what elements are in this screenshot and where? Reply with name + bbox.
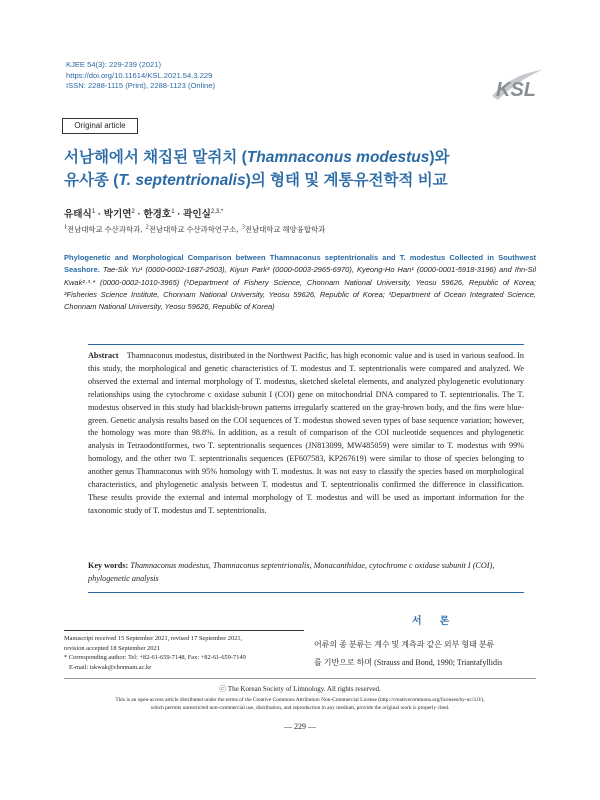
title-line-2	[64, 169, 534, 192]
footer-rule	[64, 678, 536, 679]
author-separator: ·	[95, 209, 104, 220]
affil-mark: 3	[241, 224, 245, 231]
license-line: This is an open-access article distributed under the terms of the Creative Commons Attribution Non-Commercial License (http://creativecommons.org/licenses/by-nc/3.0/),	[115, 697, 485, 703]
affiliation: 전남대학교 해양융합학과	[244, 225, 326, 234]
keywords	[88, 560, 524, 586]
title-text: 서남해에서 채집된 말쥐치 (	[64, 149, 247, 166]
article-title-korean	[64, 146, 534, 192]
logo-text: KSL	[496, 79, 536, 101]
abstract-bottom-rule	[88, 592, 524, 593]
title-text: )의 형태 및 계통유전학적 비교	[245, 172, 448, 189]
intro-line: 어류의 종 분류는 계수 및 계측과 같은 외부 형태 분류	[314, 640, 495, 649]
author-name: 한경호	[143, 209, 172, 220]
ksl-logo	[488, 66, 544, 106]
affil-mark: 2	[145, 224, 149, 231]
abstract-top-rule	[88, 344, 524, 345]
author-affil-mark: 2,3,*	[210, 208, 224, 215]
issn-line: ISSN: 2288-1115 (Print), 2288-1123 (Online)	[66, 81, 216, 91]
author-affil-mark: 1	[171, 208, 175, 215]
species-name: T. septentrionalis	[118, 172, 246, 189]
title-text: 유사종 (	[64, 172, 119, 189]
journal-citation: KJEE 54(3): 229-239 (2021)	[66, 60, 161, 69]
abstract	[88, 350, 524, 518]
author-affil-mark: 1	[91, 208, 96, 215]
intro-line: 를 기반으로 하며 (Strauss and Bond, 1990; Triantafyllidis	[314, 658, 503, 667]
title-line-1	[64, 146, 534, 169]
copyright-notice: ⓒ The Korean Society of Limnology. All rights reserved.	[219, 685, 381, 693]
english-authors-affiliations: Tae-Sik Yu¹ (0000-0002-1687-2503), Kiyun Park² (0000-0003-2965-6970), Kyeong-Ho Han¹ (0000-0001-5918-3196) and Ihn-Sil Kwak²·³·* (0000-0002-1010-3965) (¹Department of Fishery Science, Chonnam National University, Yeosu 59626, Republic of Korea; ²Fisheries Science Institute, Chonnam National University, Yeosu 59626, Republic of Korea; ³Department of Ocean Integrated Science, Chonnam National University, Yeosu 59626, Republic of Korea)	[64, 265, 536, 312]
author-separator: ·	[174, 209, 184, 220]
license-notice	[64, 696, 536, 712]
keywords-label: Key words:	[88, 561, 129, 570]
manuscript-notes	[64, 630, 304, 672]
english-title-authors	[64, 252, 536, 313]
email-link[interactable]: E-mail: iskwak@chonnam.ac.kr	[69, 663, 152, 671]
accepted-note: revision accepted 18 September 2021	[64, 644, 160, 652]
title-text: )와	[429, 149, 450, 166]
page-number: — 229 —	[284, 722, 316, 731]
abstract-label: Abstract	[88, 351, 119, 360]
author-separator: ·	[134, 209, 144, 220]
affil-mark: 1	[64, 224, 67, 231]
section-heading-introduction: 서론	[412, 616, 468, 627]
author-name: 유태식	[64, 209, 92, 220]
license-line: which permits unrestricted non-commercial use, distribution, and reproduction in any medium, provide the original work is properly cited.	[150, 705, 450, 712]
article-type-label: Original article	[62, 118, 138, 134]
author-name: 박기연	[103, 209, 132, 220]
affiliation: 전남대학교 수산과학과,	[67, 225, 143, 234]
corresponding-author: * Corresponding author: Tel: +82-61-659-7148, Fax: +82-61-659-7149	[64, 654, 246, 662]
author-name: 곽인실	[183, 209, 211, 220]
author-affil-mark: 2	[131, 208, 135, 215]
introduction-text	[314, 636, 536, 672]
received-note: Manuscript received 15 September 2021, revised 17 September 2021,	[64, 635, 243, 642]
species-name: Thamnaconus modestus	[246, 149, 430, 166]
doi-link[interactable]: https://doi.org/10.11614/KSL.2021.54.3.229	[66, 70, 213, 80]
abstract-text: Thamnaconus modestus, distributed in the Northwest Pacific, has high economic value and is used in various seafood. In this study, the morphological and genetic characteristics of T. modestus and T. septentrionalis were compared and analyzed. We observed the external and internal morphology of T. modestus, sketched skeletal elements, and analyzed phylogenetic evolutionary relationships using the cytochrome c oxidase subunit I (COI) gene on mitochondrial DNA compared to T. septentrionalis. The T. modestus observed in this study had blackish-brown patterns irregularly scattered on the gray-brown body, and the fins were blue-green. Genetic analysis results based on the COI sequences of T. modestus showed seven types of base sequence variation; however, the homology was more than 98.8%. In addition, as a result of comparison of the COI nucleotide sequences and phylogenetic analysis in Tetraodontiformes, two T. septentrionalis sequences (JN813099, MW485059) were similar to T. modestus with 99% homology, and the other two T. septentrionalis sequences (EF607583, KP267619) were similar to those of species belonging to another genus Thamnaconus with 95% homology with T. modestus. It was not easy to classify the species based on morphological characteristics, and phylogenetic analysis between T. modestus and T. septentrionalis confirmed the difference in classification. These results provide the external and internal morphology of T. modestus and will be used as important information for the taxonomic study of T. modestus and T. septentrionalis.	[88, 351, 524, 515]
affiliation: 전남대학교 수산과학연구소,	[148, 225, 239, 234]
keywords-text: Thamnaconus modestus, Thamnaconus septentrionalis, Monacanthidae, cytochrome c oxidase subunit I (COI), phylogenetic analysis	[88, 561, 495, 583]
english-title: Phylogenetic and Morphological Comparison between Thamnaconus septentrionalis and T. modestus Collected in Southwest Seashore.	[64, 253, 536, 275]
affiliations-korean	[64, 224, 325, 235]
authors-korean	[64, 206, 223, 220]
journal-meta	[66, 60, 215, 92]
